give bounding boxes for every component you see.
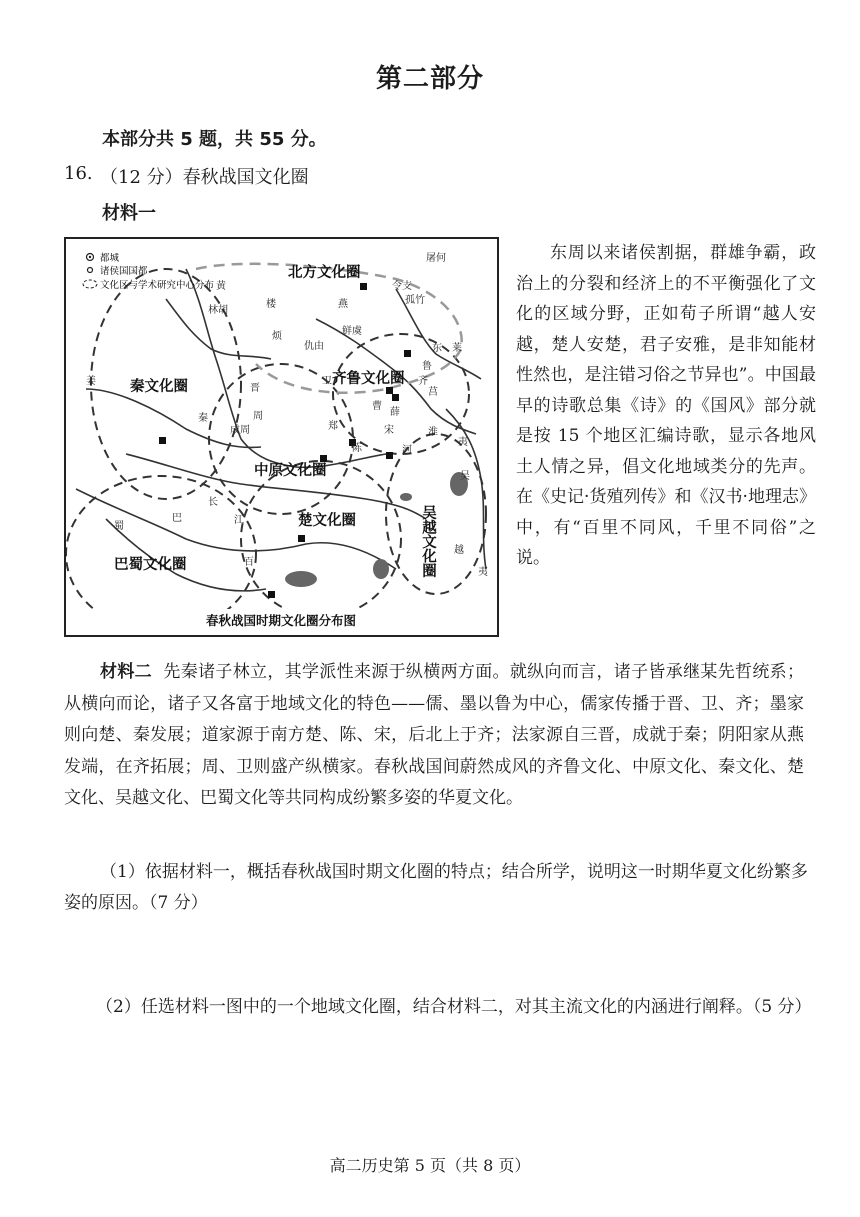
svg-text:陈: 陈 (352, 443, 362, 454)
zone-bashu: 巴蜀文化圈 (114, 557, 187, 573)
material-2-text: 先秦诸子林立，其学派性来源于纵横两方面。就纵向而言，诸子皆承继某先哲统系；从横向而论，诸子又各富于地域文化的特色——儒、墨以鲁为中心，儒家传播于晋、卫、齐；墨家则向楚、秦发展；道家源于南方楚、陈、宋，后北上于齐；法家源自三晋，成就于秦；阴阳家从燕发端，在齐拓展；周、卫则盛产纵横家。春秋战国间蔚然成风的齐鲁文化、中原文化、秦文化、楚文化、吴越文化、巴蜀文化等共同构成纷繁多姿的华夏文化。 (64, 662, 804, 808)
svg-text:姜: 姜 (86, 376, 96, 387)
zone-circle-wuyue (386, 434, 486, 594)
zone-circle-north (196, 264, 462, 393)
question-16-number: 16. (64, 163, 93, 184)
svg-text:黄: 黄 (216, 281, 226, 292)
zone-qin: 秦文化圈 (130, 379, 188, 395)
svg-text:齐: 齐 (418, 376, 428, 387)
svg-text:莱: 莱 (452, 343, 462, 354)
svg-text:百: 百 (244, 557, 254, 568)
zone-central: 中原文化圈 (254, 463, 327, 479)
svg-text:吴: 吴 (460, 471, 470, 482)
zone-wuyue (420, 504, 437, 579)
svg-text:江: 江 (234, 515, 244, 526)
zone-qilu: 齐鲁文化圈 (332, 371, 405, 387)
legend-culture-zone: 文化区与学术研究中心分布 (100, 280, 215, 291)
svg-text:屠何: 屠何 (426, 253, 446, 264)
question-2: （2）任选材料一图中的一个地域文化圈，结合材料二，对其主流文化的内涵进行阐释。（5 分） (96, 997, 812, 1017)
svg-text:鲜虞: 鲜虞 (342, 326, 362, 337)
svg-text:夷: 夷 (478, 567, 488, 578)
svg-text:秦: 秦 (198, 413, 208, 424)
svg-text:晋: 晋 (250, 383, 260, 394)
map-legend (83, 252, 215, 291)
svg-text:郑: 郑 (328, 421, 338, 432)
page-title: 第二部分 (375, 64, 484, 94)
svg-text:蜀: 蜀 (114, 521, 124, 532)
svg-text:夷: 夷 (458, 437, 468, 448)
svg-text:莒: 莒 (428, 387, 438, 398)
svg-text:吴越文化圈: 吴越文化圈 (420, 505, 436, 578)
material-2-block (64, 657, 804, 815)
svg-text:楼: 楼 (266, 299, 276, 310)
section-intro: 本部分共 5 题，共 55 分。 (102, 129, 327, 150)
svg-text:孤竹: 孤竹 (405, 295, 425, 306)
map-figure (66, 239, 497, 635)
svg-text:宋: 宋 (384, 425, 394, 436)
legend-state-capital: 诸侯国国都 (100, 266, 148, 277)
svg-text:烦: 烦 (272, 331, 282, 342)
map-caption: 春秋战国时期文化圈分布图 (205, 613, 357, 628)
svg-text:曹: 曹 (372, 401, 382, 412)
svg-text:林胡: 林胡 (208, 305, 228, 316)
material-2-label: 材料二 (100, 662, 152, 682)
page-footer: 高二历史第 5 页（共 8 页） (329, 1156, 531, 1175)
question-1: （1）依据材料一，概括春秋战国时期文化圈的特点；结合所学，说明这一时期华夏文化纷繁多姿的原因。（7 分） (64, 862, 808, 913)
svg-text:淮: 淮 (428, 427, 438, 438)
svg-text:薛: 薛 (390, 407, 400, 418)
svg-text:卫: 卫 (322, 376, 332, 387)
svg-text:东: 东 (432, 343, 442, 354)
zone-north: 北方文化圈 (288, 265, 361, 281)
svg-text:仇由: 仇由 (304, 341, 324, 352)
svg-text:巴: 巴 (172, 513, 182, 524)
culture-zone-circles (66, 269, 486, 632)
svg-text:鲁: 鲁 (422, 361, 432, 372)
svg-text:令支: 令支 (392, 281, 412, 292)
capital-markers (159, 283, 411, 598)
svg-text:燕: 燕 (338, 299, 348, 310)
svg-text:周: 周 (253, 411, 263, 422)
svg-text:越: 越 (454, 545, 464, 556)
zone-circle-chu (241, 461, 401, 617)
zone-chu: 楚文化圈 (298, 513, 356, 529)
svg-text:长: 长 (208, 497, 218, 508)
legend-capital: 都城 (100, 253, 120, 264)
question-16-title: （12 分）春秋战国文化圈 (100, 167, 309, 188)
material-1-text: 东周以来诸侯割据，群雄争霸，政治上的分裂和经济上的不平衡强化了文化的区域分野，正如荀子所谓“越人安越，楚人安楚，君子安雅，是非知能材性然也，是注错习俗之节异也”。中国最早的诗歌总集《诗》的《国风》部分就是按 15 个地区汇编诗歌，显示各地风土人情之异，倡文化地域类分的先声。在《史记·货殖列传》和《汉书·地理志》中，有“百里不同风，千里不同俗”之说。 (516, 243, 816, 568)
svg-text:河: 河 (402, 445, 412, 456)
culture-zone-map (64, 237, 499, 637)
lakes (285, 472, 468, 587)
svg-text:成周: 成周 (230, 425, 250, 436)
material-1-label: 材料一 (102, 203, 156, 224)
